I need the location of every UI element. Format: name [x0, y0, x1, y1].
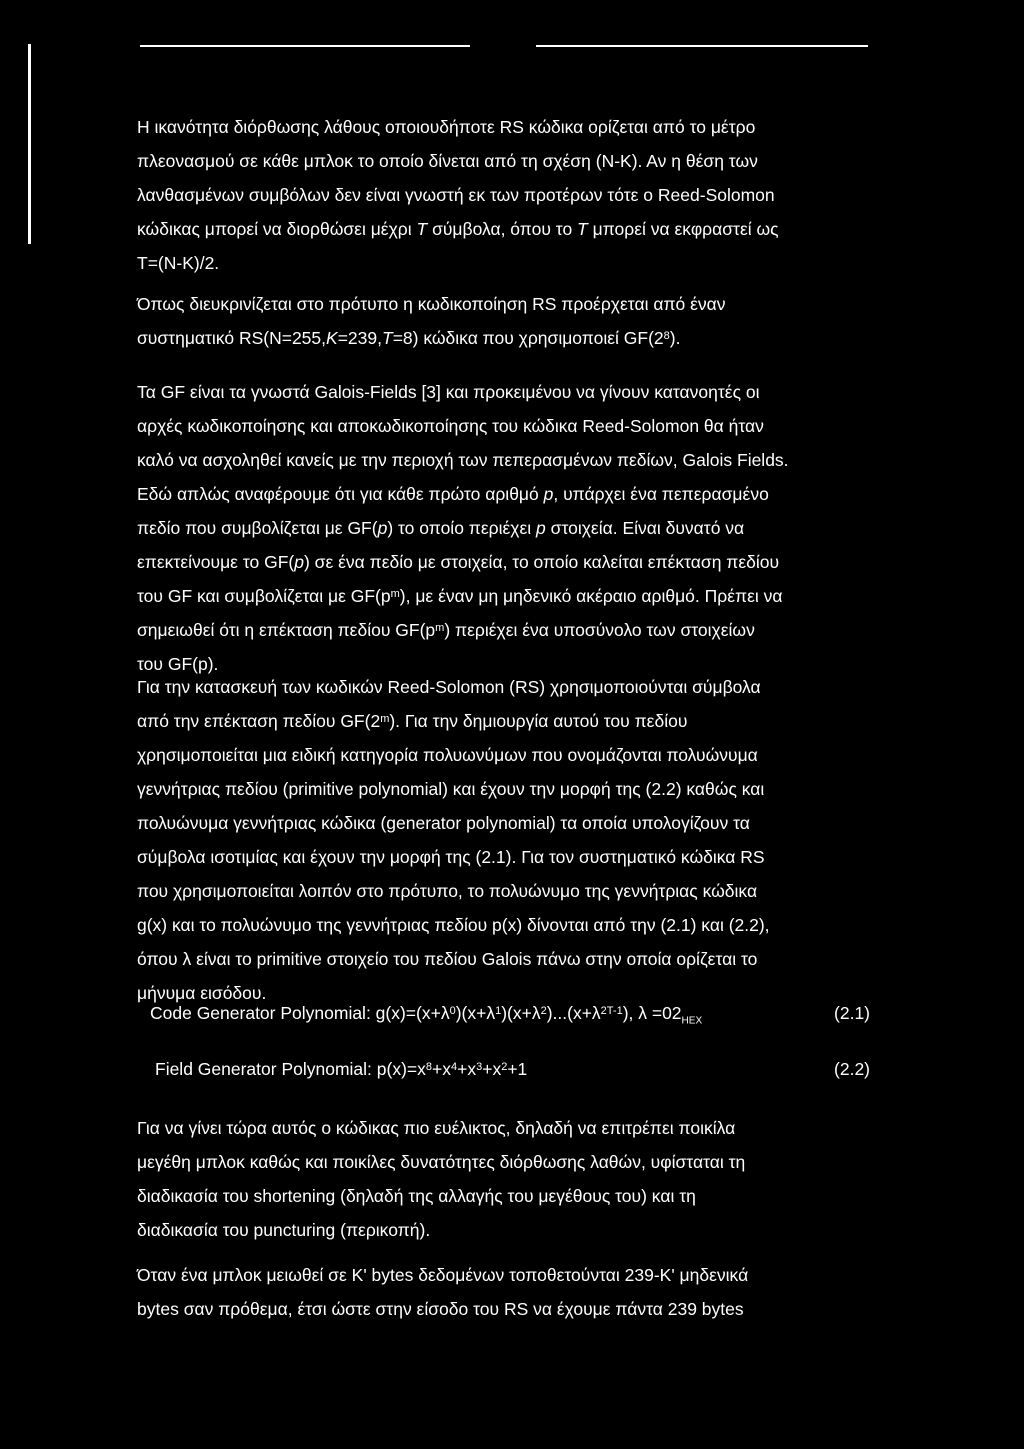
text-line: T=(N-K)/2.: [137, 253, 220, 273]
margin-bar: [28, 44, 31, 244]
text-line: επεκτείνουμε το GF(p) σε ένα πεδίο με στοιχεία, το οποίο καλείται επέκταση πεδίου: [137, 552, 780, 572]
text-line: Όπως διευκρινίζεται στο πρότυπο η κωδικοποίηση RS προέρχεται από έναν: [137, 294, 726, 314]
equation-number: (2.2): [834, 1059, 870, 1079]
text-line: πολυώνυμα γεννήτριας κώδικα (generator polynomial) τα οποία υπολογίζουν τα: [137, 813, 750, 833]
equation-code-generator: Code Generator Polynomial: $g(x)=(x+\lambda^0)(x+\lambda^1)(x+\lambda^2)...(x+\lambda^{2T-1})$, $\lambda =02_{HEX}$ (2.1): [150, 998, 870, 1037]
paragraph-shortening: [137, 1111, 869, 1247]
text-line: συστηματικό RS(N=255,K=239,T=8) κώδικα που χρησιμοποιεί $GF(2^8)$.: [137, 328, 681, 348]
text-line: από την επέκταση πεδίου GF(2$^m$). Για την δημιουργία αυτού του πεδίου: [137, 711, 688, 731]
header-rule-left: [140, 45, 470, 47]
text-line: g(x) και το πολυώνυμο της γεννήτριας πεδίου p(x) δίνονται από την (2.1) και (2.2),: [137, 915, 770, 935]
paragraph-rs-standard: [137, 287, 869, 355]
text-line: του GF και συμβολίζεται με $GF(p^m)$, με έναν μη μηδενικό ακέραιο αριθμό. Πρέπει να: [137, 586, 783, 606]
text-line: σύμβολα ισοτιμίας και έχουν την μορφή της (2.1). Για τον συστηματικό κώδικα RS: [137, 847, 765, 867]
paragraph-galois-fields: [137, 375, 869, 681]
text-line: Για την κατασκευή των κωδικών Reed-Solomon (RS) χρησιμοποιούνται σύμβολα: [137, 677, 761, 697]
text-line: διαδικασία του puncturing (περικοπή).: [137, 1220, 431, 1240]
text-line: Για να γίνει τώρα αυτός ο κώδικας πιο ευέλικτος, δηλαδή να επιτρέπει ποικίλα: [137, 1118, 736, 1138]
text-line: πεδίο που συμβολίζεται με GF(p) το οποίο περιέχει p στοιχεία. Είναι δυνατό να: [137, 518, 745, 538]
text-line: Η ικανότητα διόρθωσης λάθους οποιουδήποτε RS κώδικα ορίζεται από το μέτρο: [137, 117, 756, 137]
text-line: bytes σαν πρόθεμα, έτσι ώστε στην είσοδο του RS να έχουμε πάντα 239 bytes: [137, 1299, 744, 1319]
paragraph-reed-solomon-construction: [137, 670, 869, 1010]
text-line: του GF(p).: [137, 654, 219, 674]
text-line: γεννήτριας πεδίου (primitive polynomial) και έχουν την μορφή της (2.2) καθώς και: [137, 779, 765, 799]
text-line: σημειωθεί ότι η επέκταση πεδίου $GF(p^m)$ περιέχει ένα υποσύνολο των στοιχείων: [137, 620, 755, 640]
text-line: Τα GF είναι τα γνωστά Galois-Fields [3] και προκειμένου να γίνουν κατανοητές οι: [137, 382, 760, 402]
text-line: μήνυμα εισόδου.: [137, 983, 267, 1003]
text-line: καλό να ασχοληθεί κανείς με την περιοχή των πεπερασμένων πεδίων, Galois Fields.: [137, 450, 789, 470]
text-line: μεγέθη μπλοκ καθώς και ποικίλες δυνατότητες διόρθωσης λαθών, υφίσταται τη: [137, 1152, 746, 1172]
text-line: που χρησιμοποιείται λοιπόν στο πρότυπο, το πολυώνυμο της γεννήτριας κώδικα: [137, 881, 758, 901]
equation-number: (2.1): [834, 1003, 870, 1023]
text-line: κώδικας μπορεί να διορθώσει μέχρι T σύμβολα, όπου το T μπορεί να εκφραστεί ως: [137, 219, 779, 239]
text-line: διαδικασία του shortening (δηλαδή της αλλαγής του μεγέθους του) και τη: [137, 1186, 696, 1206]
text-line: χρησιμοποιείται μια ειδική κατηγορία πολυωνύμων που ονομάζονται πολυώνυμα: [137, 745, 758, 765]
text-line: αρχές κωδικοποίησης και αποκωδικοποίησης του κώδικα Reed-Solomon θα ήταν: [137, 416, 764, 436]
equation-field-generator: Field Generator Polynomial: $p(x)=x^8+x^4+x^3+x^2+1$ (2.2): [155, 1054, 870, 1084]
text-line: πλεονασμού σε κάθε μπλοκ το οποίο δίνεται από τη σχέση (N-K). Αν η θέση των: [137, 151, 758, 171]
text-line: Όταν ένα μπλοκ μειωθεί σε K' bytes δεδομένων τοποθετούνται 239-K' μηδενικά: [137, 1265, 749, 1285]
text-line: όπου λ είναι το primitive στοιχείο του πεδίου Galois πάνω στην οποία ορίζεται το: [137, 949, 758, 969]
paragraph-error-correction: [137, 110, 869, 280]
paragraph-prefix-bytes: [137, 1258, 869, 1326]
text-line: λανθασμένων συμβόλων δεν είναι γνωστή εκ των προτέρων τότε ο Reed-Solomon: [137, 185, 775, 205]
header-rule-right: [536, 45, 868, 47]
text-line: Εδώ απλώς αναφέρουμε ότι για κάθε πρώτο αριθμό p, υπάρχει ένα πεπερασμένο: [137, 484, 769, 504]
